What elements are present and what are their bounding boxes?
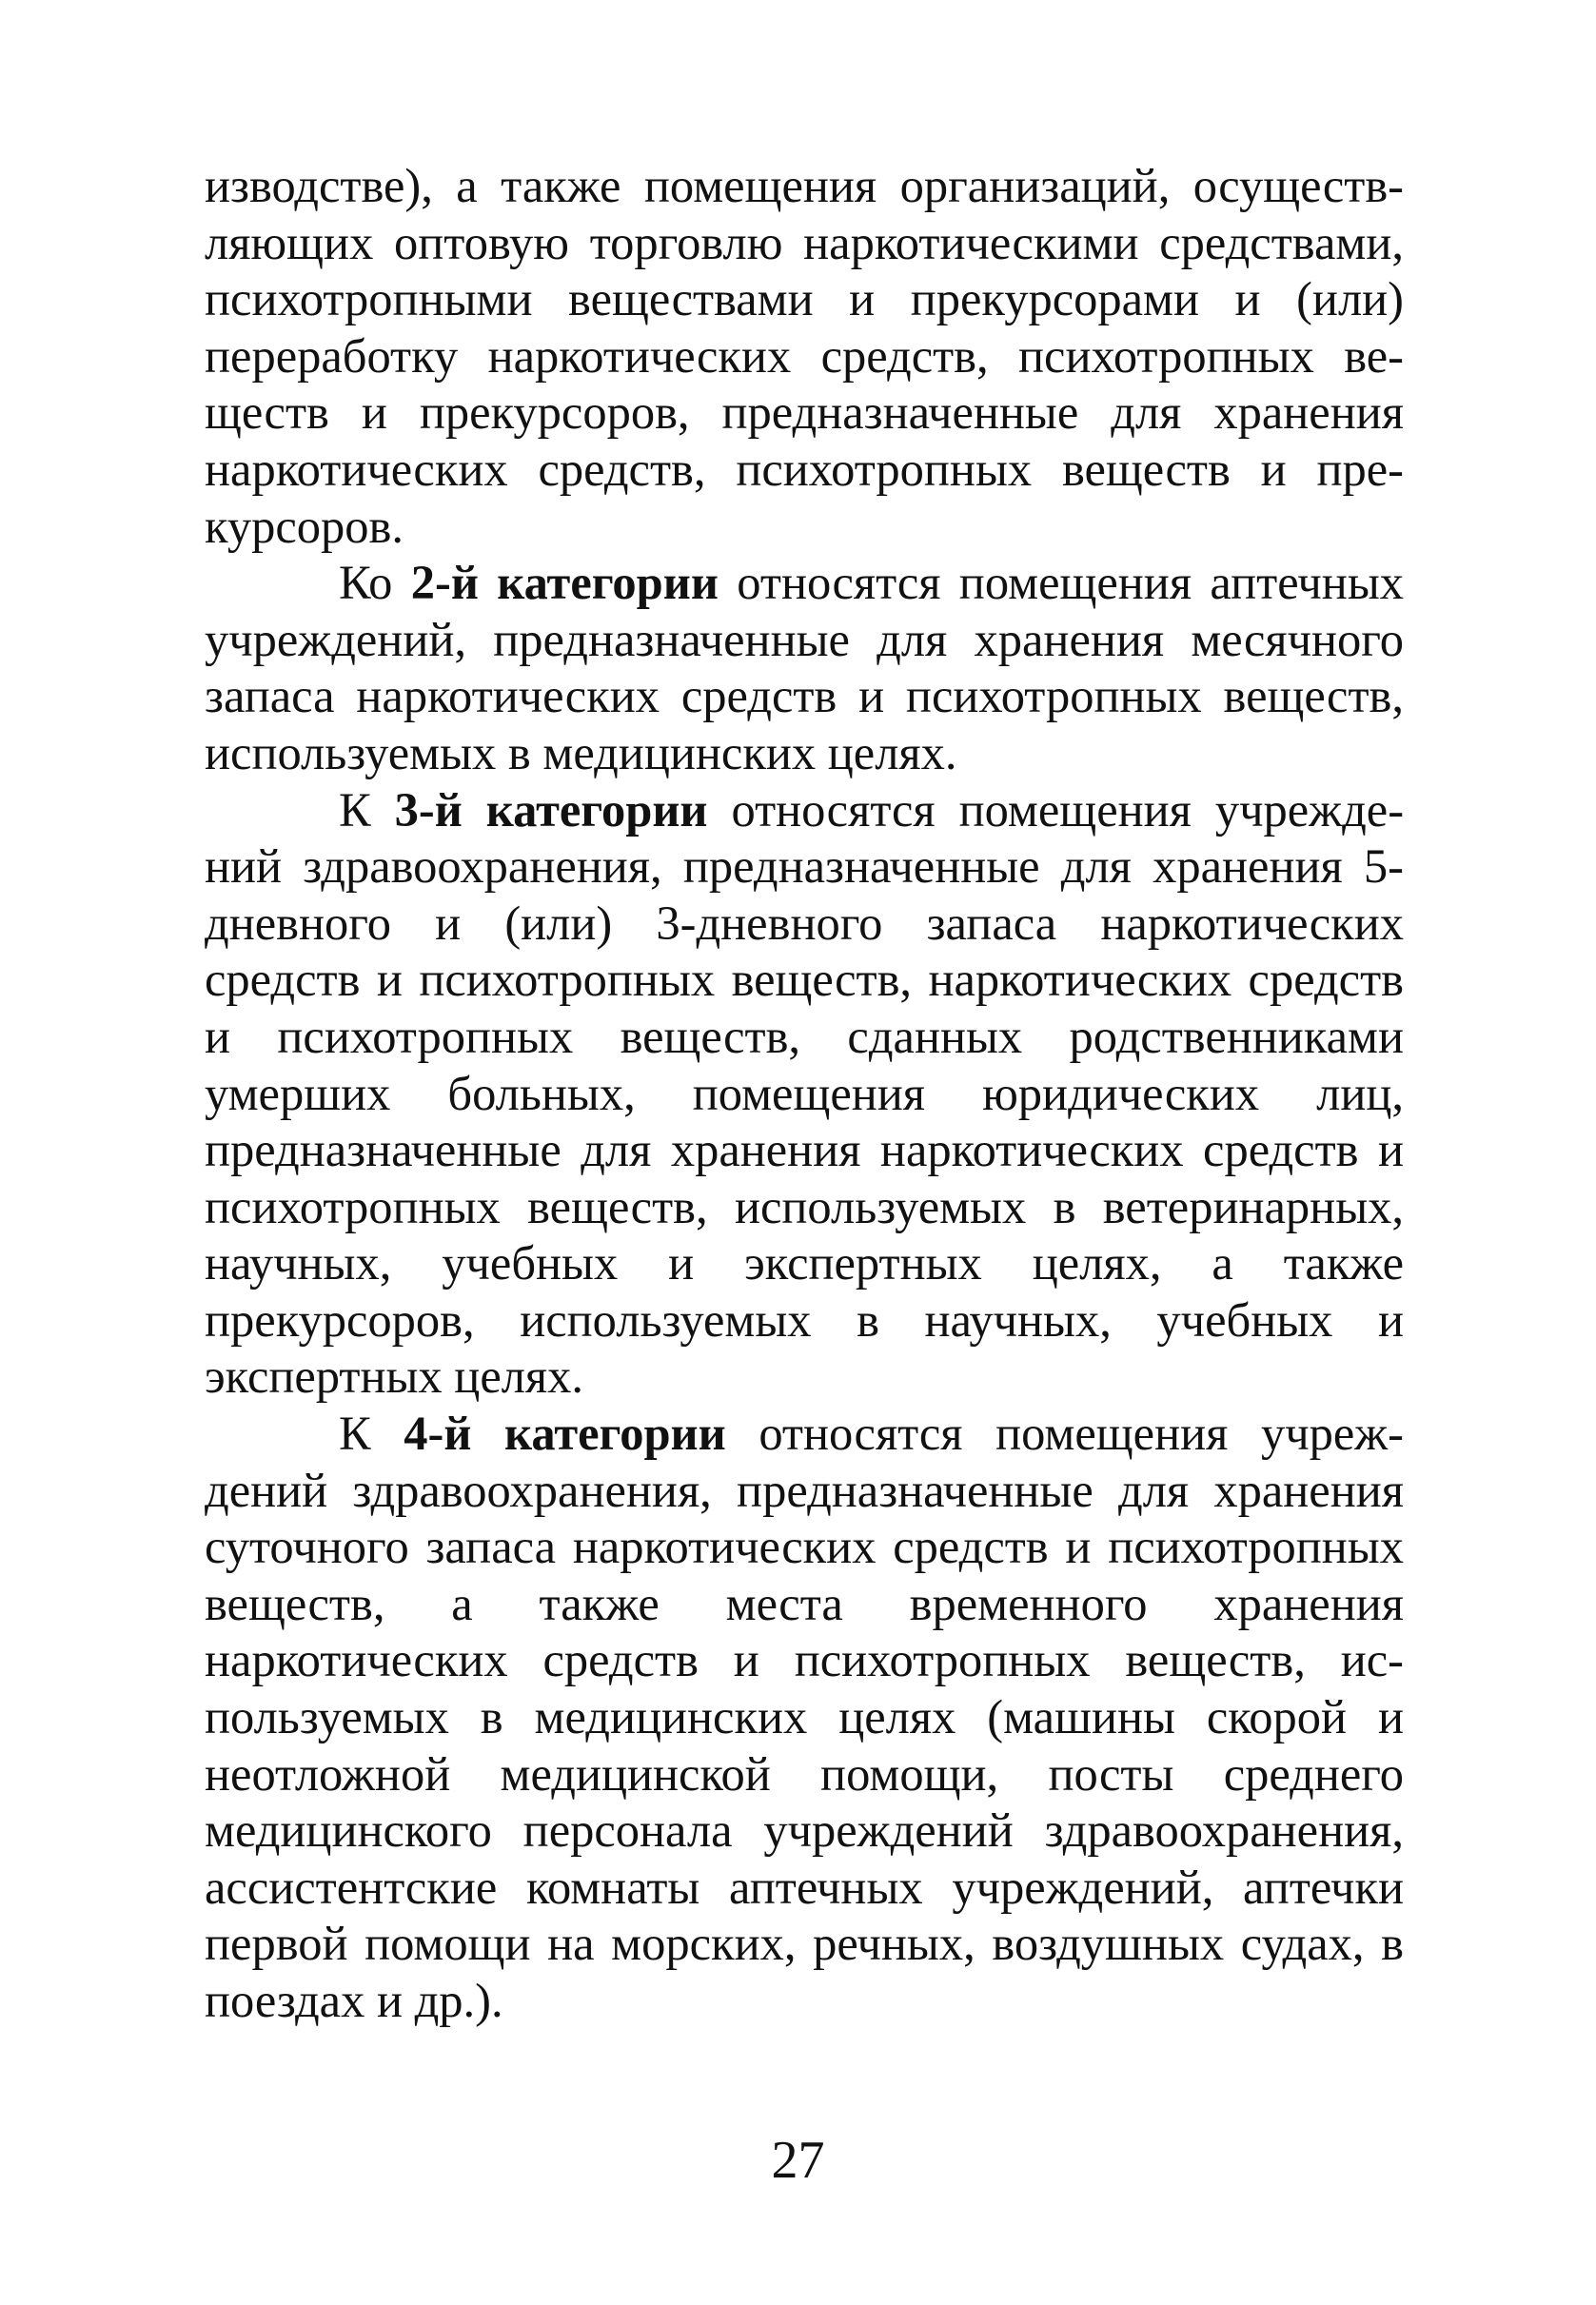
paragraph-category-3 [205,782,1404,1407]
paragraph-continuation [205,158,1404,555]
category-term: 2-й категории [410,556,719,610]
paragraph-text: относятся помещения учреждений здравоохранения, предназначенные для хранения 5-дневного и (или) 3-дневного запаса наркотических средств и психотропных веществ, наркотических средств и психотропных веществ, сданных родственниками умерших больных, помещения юридических лиц, предназначенные для хранения наркотических средств и психотропных веществ, используемых в ветеринарных, научных, учебных и экспертных целях, а также прекурсоров, используемых в научных, учебных и экспертных целях. [205,782,1405,1404]
page-number: 27 [771,2131,825,2190]
category-term: 4-й категории [404,1407,726,1461]
paragraph-text: относятся помещения учреждений здравоохранения, предназначенные для хранения суточного запаса наркотических средств и психотропных веществ, а также места временного хранения наркотических средств и психотропных веществ, используемых в медицинских целях (машины скорой и неотложной медицинской помощи, посты среднего медицинского персонала учреждений здравоохранения, ассистентские комнаты аптечных учреждений, аптечки первой помощи на морских, речных, воздушных судах, в поездах и др.). [205,1407,1404,2027]
category-term: 3-й категории [394,782,708,837]
body-text [205,158,1404,2030]
paragraph-category-4 [205,1406,1404,2030]
paragraph-lead: К [339,782,395,837]
paragraph-category-2 [205,555,1404,781]
paragraph-lead: Ко [339,556,411,610]
paragraph-text: относятся помещения аптечных учреждений, предназначенные для хранения месячного запаса наркотических средств и психотропных веществ, используемых в медицинских целях. [205,556,1404,779]
paragraph-text: изводстве), а также помещения организаций, осуществляющих оптовую торговлю наркотическими средствами, психотропными веществами и прекурсорами и (или) переработку наркотических средств, психотропных веществ и прекурсоров, предназначенные для хранения наркотических средств, психотропных веществ и прекурсоров. [205,159,1404,553]
paragraph-lead: К [339,1407,404,1461]
